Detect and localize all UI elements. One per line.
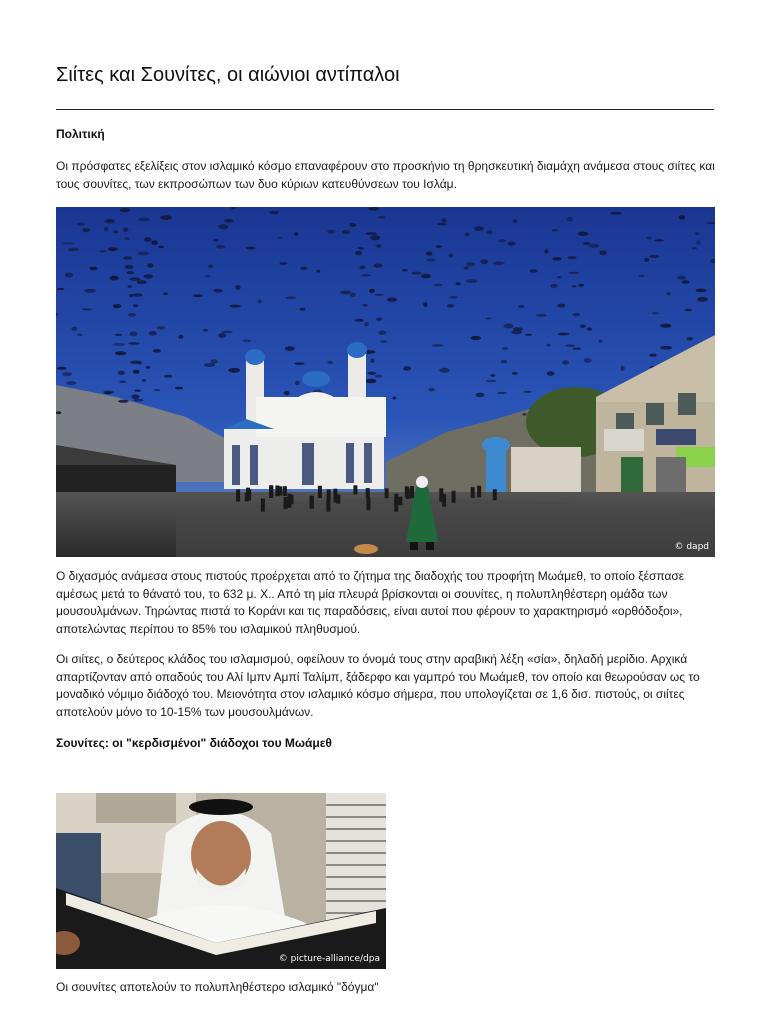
photo-credit: © picture-alliance/dpa [278, 954, 380, 964]
body-paragraph-1: Ο διχασμός ανάμεσα στους πιστούς προέρχεται από το ζήτημα της διαδοχής του προφήτη Μωάμεθ, το οποίο ξέσπασε αμέσως μετά το θάνατό του, το 632 μ. Χ.. Από τη μία πλευρά βρίσκονται οι σουνίτες, η πολυπληθέστερη ομάδα των μουσουλμάνων. Τηρώντας πιστά το Κοράνι και τις παραδόσεις, είναι αυτοί που φέρουν το χαρακτηρισμό «ορθόδοξοι», αποτελώντας περίπου το 85% του ισλαμικού πληθυσμού. [56, 569, 685, 636]
category-label[interactable]: Πολιτική [56, 127, 105, 141]
mosque-photo [56, 207, 715, 557]
body-paragraph-2: Οι σιίτες, ο δεύτερος κλάδος του ισλαμισμού, οφείλουν το όνομά τους στην αραβική λέξη «σία», δηλαδή μερίδιο. Αρχικά απαρτίζονταν από οπαδούς του Αλί Ιμπν Αμπί Ταλίμπ, ξάδερφο και γαμπρό του Μωάμεθ, τον οποίο και θεωρούσαν ως το μοναδικό νόμιμο διάδοχό του. Μειονότητα στον ισλαμικό κόσμο σήμερα, που υπολογίζεται σε 1,6 δισ. πιστούς, οι σιίτες αποτελούν μόνο το 10-15% των μουσουλμάνων. [56, 652, 700, 719]
photo-credit: © dapd [674, 542, 709, 552]
page-title: Σιίτες και Σουνίτες, οι αιώνιοι αντίπαλοι [56, 64, 400, 86]
section-heading: Σουνίτες: οι "κερδισμένοι" διάδοχοι του Μωάμεθ [56, 736, 332, 750]
man-reading-photo [56, 793, 386, 969]
title-divider [56, 109, 714, 110]
man-reading-illustration [56, 793, 386, 969]
mosque-photo-illustration [56, 207, 715, 557]
intro-paragraph: Οι πρόσφατες εξελίξεις στον ισλαμικό κόσμο επαναφέρουν στο προσκήνιο τη θρησκευτική διαμάχη ανάμεσα στους σιίτες και τους σουνίτες, των εκπροσώπων των δυο κύριων κατευθύνσεων του Ισλάμ. [56, 159, 715, 191]
photo-caption: Οι σουνίτες αποτελούν το πολυπληθέστερο ισλαμικό "δόγμα" [56, 980, 379, 994]
